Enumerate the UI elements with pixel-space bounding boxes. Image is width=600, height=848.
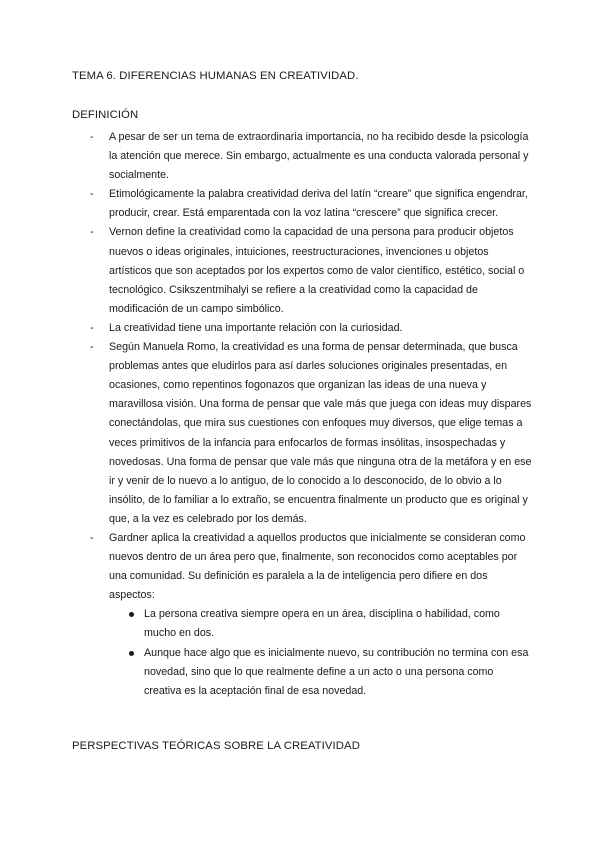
bullet-text: A pesar de ser un tema de extraordinaria importancia, no ha recibido desde la psicología la atención que merece. Sin embargo, actualmente es una conducta valorada personal y socialmente. [109, 131, 529, 182]
round-bullet-icon [129, 612, 134, 617]
sub-bullet-text: La persona creativa siempre opera en un área, disciplina o habilidad, como mucho en dos. [144, 608, 500, 640]
list-item [72, 529, 532, 701]
sub-bullet-list [109, 605, 532, 700]
bullet-text: Gardner aplica la creatividad a aquellos productos que inicialmente se consideran como nuevos dentro de un área pero que, finalmente, son reconocidos como aceptables por una comunidad. Su definición es paralela a la de inteligencia pero difiere en dos aspectos: [109, 531, 526, 602]
definition-bullet-list [72, 128, 532, 701]
bullet-text: Vernon define la creatividad como la capacidad de una persona para producir objetos nuevos o ideas originales, intuiciones, reestructuraciones, invenciones u objetos artísticos que son aceptados por los expertos como de valor científico, estético, social o tecnológico. Csikszentmihalyi se refiere a la creatividad como la capacidad de modificación de un campo simbólico. [109, 226, 525, 315]
dash-bullet-marker: - [90, 226, 94, 239]
list-item [109, 605, 532, 643]
bullet-text: Según Manuela Romo, la creatividad es una forma de pensar determinada, que busca problemas antes que eludirlos para así darles soluciones originales presentadas, en ocasiones, como repentinos fogonazos que organizan las ideas de una nueva y maravillosa visión. Una forma de pensar que vale más que juega con ideas muy dispares conectándolas, que mira sus cuestiones con enfoques muy diversos, que elige temas a veces primitivos de la infancia para enfocarlos de formas insólitas, insospechadas y novedosas. Una forma de pensar que vale más que ninguna otra de la metáfora y en ese ir y venir de lo nuevo a lo antiguo, de lo conocido a lo desconocido, de lo obvio a lo insólito, de lo familiar a lo extraño, se encuentra finalmente un producto que es original y que, a la vez es celebrado por los demás. [109, 341, 532, 525]
section-heading-definicion: DEFINICIÓN [72, 109, 139, 121]
dash-bullet-marker: - [90, 341, 94, 354]
bullet-text: La creatividad tiene una importante relación con la curiosidad. [109, 321, 403, 334]
list-item [72, 185, 532, 223]
section-heading-perspectivas: PERSPECTIVAS TEÓRICAS SOBRE LA CREATIVIDAD [72, 740, 360, 752]
bullet-text: Etimológicamente la palabra creatividad deriva del latín “creare” que significa engendrar, producir, crear. Está emparentada con la voz latina “crescere” que significa crecer. [109, 188, 528, 220]
dash-bullet-marker: - [90, 321, 94, 334]
list-item [72, 128, 532, 185]
document-title: TEMA 6. DIFERENCIAS HUMANAS EN CREATIVIDAD. [72, 70, 359, 82]
dash-bullet-marker: - [90, 131, 94, 143]
dash-bullet-marker: - [90, 531, 94, 544]
round-bullet-icon [129, 651, 134, 656]
list-item [72, 223, 532, 318]
dash-bullet-marker: - [90, 188, 94, 201]
list-item [72, 338, 532, 529]
list-item [72, 319, 532, 338]
sub-bullet-text: Aunque hace algo que es inicialmente nuevo, su contribución no termina con esa novedad, sino que lo que realmente define a un acto o una persona como creativa es la aceptación final de esa novedad. [144, 646, 529, 697]
list-item [109, 644, 532, 701]
